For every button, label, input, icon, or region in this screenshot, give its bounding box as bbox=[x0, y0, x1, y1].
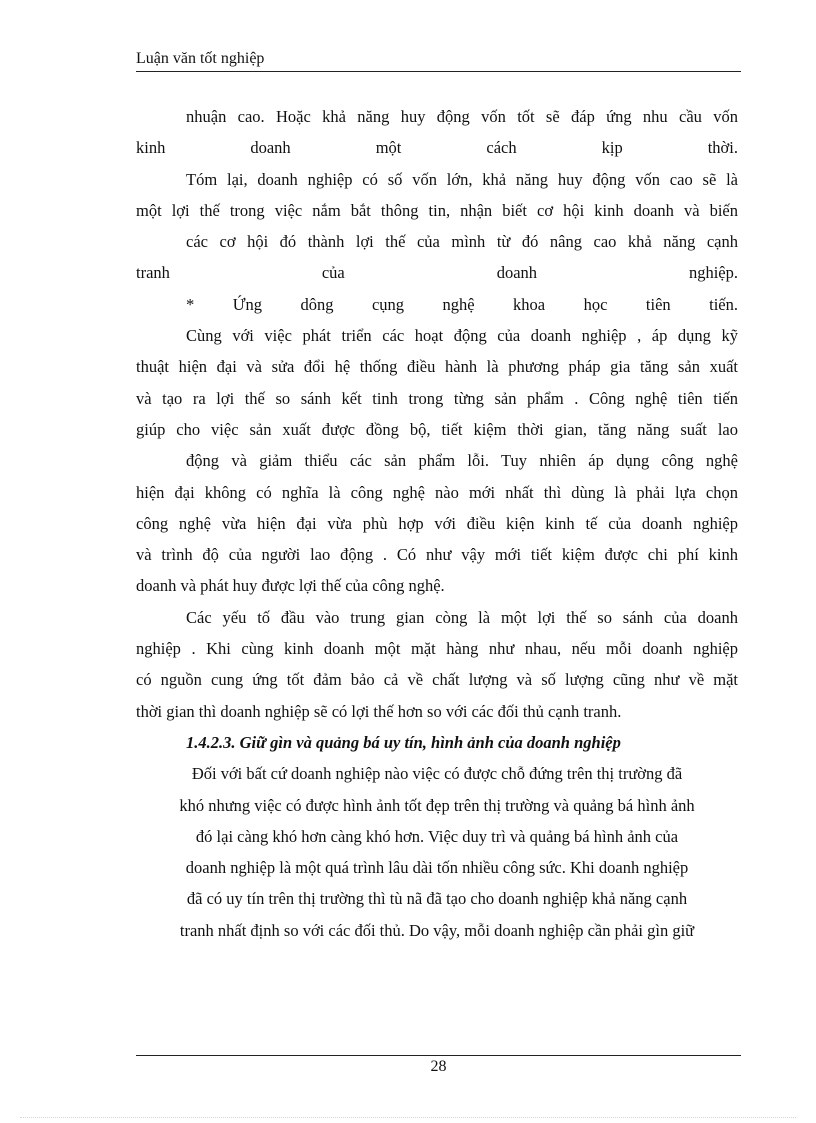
section-heading: 1.4.2.3. Giữ gìn và quảng bá uy tín, hình ảnh của doanh nghiệp bbox=[186, 732, 621, 752]
header-divider bbox=[136, 71, 741, 72]
text-line: nghiệp . Khi cùng kinh doanh một mặt hàng như nhau, nếu mỗi doanh nghiệp bbox=[136, 639, 738, 659]
text-line: Tóm lại, doanh nghiệp có số vốn lớn, khả năng huy động vốn cao sẽ là bbox=[186, 169, 738, 189]
text-line: tranh của doanh nghiệp. bbox=[136, 263, 738, 283]
text-line: công nghệ vừa hiện đại vừa phù hợp với điều kiện kinh tế của doanh nghiệp bbox=[136, 513, 738, 533]
text-line: các cơ hội đó thành lợi thế của mình từ đó nâng cao khả năng cạnh bbox=[186, 232, 738, 252]
text-line: hiện đại không có nghĩa là công nghệ nào mới nhất thì dùng là phải lựa chọn bbox=[136, 482, 738, 502]
text-line: động và giảm thiểu các sản phẩm lỗi. Tuy nhiên áp dụng công nghệ bbox=[186, 451, 738, 471]
page-bottom-border bbox=[20, 1117, 796, 1118]
running-header: Luận văn tốt nghiệp bbox=[136, 50, 265, 67]
text-line: nhuận cao. Hoặc khả năng huy động vốn tốt sẽ đáp ứng nhu cầu vốn bbox=[186, 107, 738, 126]
body-text bbox=[136, 101, 738, 946]
text-line: một lợi thế trong việc nắm bắt thông tin, nhận biết cơ hội kinh doanh và biến bbox=[136, 200, 738, 220]
text-line: thuật hiện đại và sửa đổi hệ thống điều hành là phương pháp gia tăng sản xuất bbox=[136, 357, 738, 377]
text-line: Đối với bất cứ doanh nghiệp nào việc có được chỗ đứng trên thị trường đã bbox=[191, 764, 683, 784]
text-line: tranh nhất định so với các đối thủ. Do vậy, mỗi doanh nghiệp cần phải gìn giữ bbox=[179, 920, 695, 940]
text-line: và trình độ của người lao động . Có như vậy mới tiết kiệm được chi phí kinh bbox=[136, 545, 738, 565]
text-line: và tạo ra lợi thế so sánh kết tinh trong từng sản phẩm . Công nghệ tiên tiến bbox=[136, 388, 738, 408]
text-line: doanh và phát huy được lợi thế của công nghệ. bbox=[136, 576, 445, 596]
text-line: Cùng với việc phát triển các hoạt động của doanh nghiệp , áp dụng kỹ bbox=[186, 326, 738, 346]
text-line: thời gian thì doanh nghiệp sẽ có lợi thế hơn so với các đối thủ cạnh tranh. bbox=[136, 701, 622, 721]
text-line: đã có uy tín trên thị trường thì tù nã đã tạo cho doanh nghiệp khả năng cạnh bbox=[186, 889, 688, 909]
page-number: 28 bbox=[430, 1058, 447, 1075]
text-line: Các yếu tố đầu vào trung gian còng là một lợi thế so sánh của doanh bbox=[186, 607, 738, 627]
text-line: khó nhưng việc có được hình ảnh tốt đẹp trên thị trường và quảng bá hình ảnh bbox=[179, 795, 695, 815]
text-line: có nguồn cung ứng tốt đảm bảo cả về chất lượng và số lượng cũng như về mặt bbox=[136, 670, 738, 690]
text-line: đó lại càng khó hơn càng khó hơn. Việc duy trì và quảng bá hình ảnh của bbox=[195, 826, 679, 846]
text-line: * Ứng dông cụng nghệ khoa học tiên tiến. bbox=[186, 294, 738, 314]
text-line: kinh doanh một cách kịp thời. bbox=[136, 138, 738, 158]
text-line: giúp cho việc sản xuất được đồng bộ, tiết kiệm thời gian, tăng năng suất lao bbox=[136, 419, 738, 439]
text-line: doanh nghiệp là một quá trình lâu dài tốn nhiều công sức. Khi doanh nghiệp bbox=[185, 858, 689, 878]
